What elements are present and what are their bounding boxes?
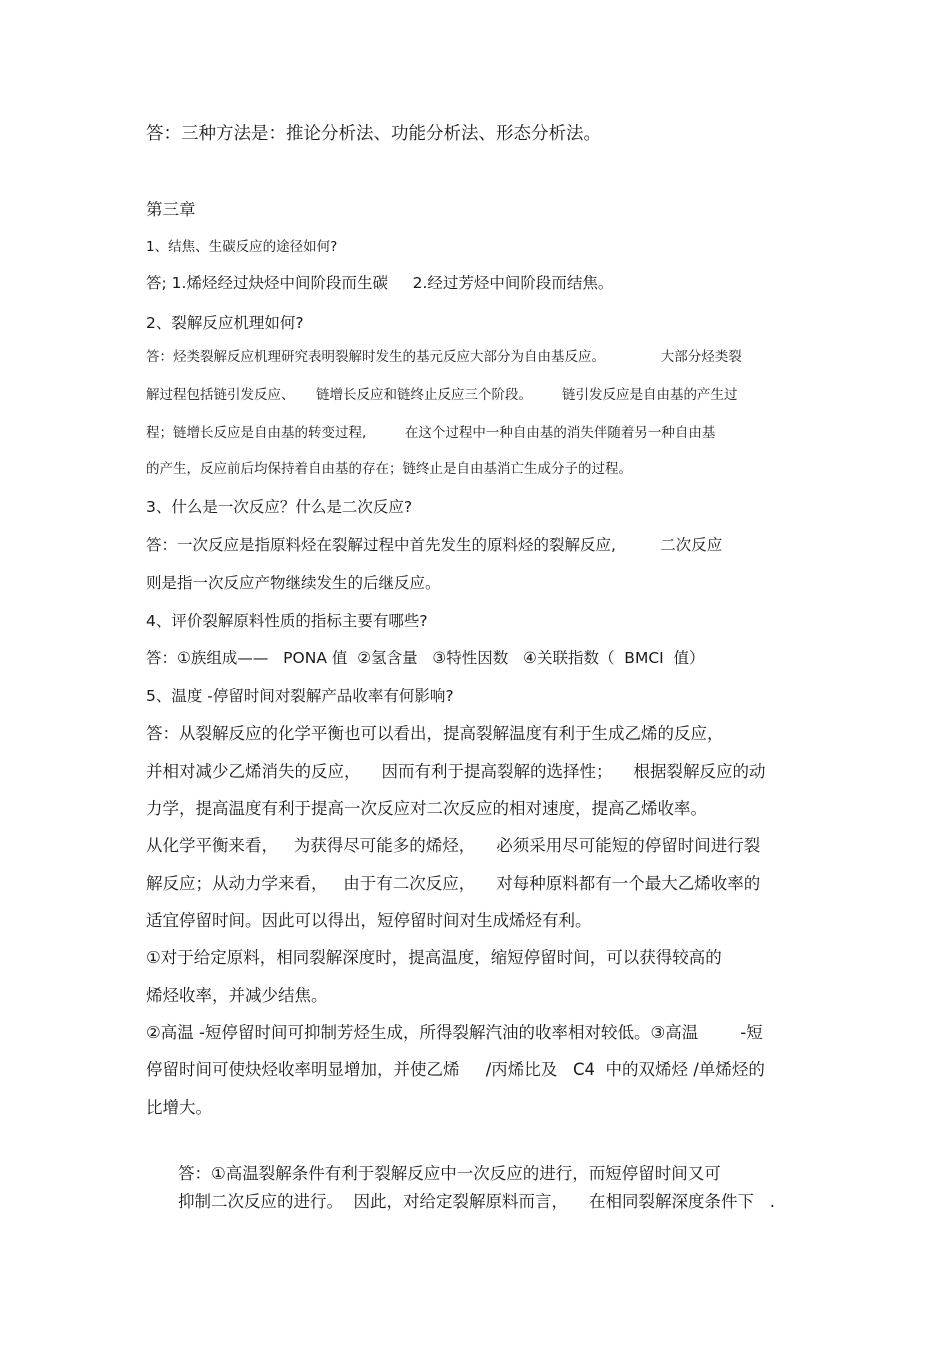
answer-2-line-3: 程；链增长反应是自由基的转变过程, 在这个过程中一种自由基的消失伴随着另一种自由基 bbox=[146, 425, 716, 441]
answer-5-line-9: ②高温 -短停留时间可抑制芳烃生成，所得裂解汽油的收率相对较低。③高温 -短 bbox=[146, 1023, 763, 1042]
chapter-heading: 第三章 bbox=[146, 200, 196, 219]
question-3: 3、什么是一次反应？什么是二次反应? bbox=[146, 498, 413, 516]
answer-5-line-4: 从化学平衡来看， 为获得尽可能多的烯烃， 必须采用尽可能短的停留时间进行裂 bbox=[146, 836, 761, 855]
answer-5-line-8: 烯烃收率，并减少结焦。 bbox=[146, 986, 328, 1005]
answer-6-line-2: 抑制二次反应的进行。 因此，对给定裂解原料而言， 在相同裂解深度条件下 . bbox=[178, 1192, 775, 1211]
answer-6-line-1: 答：①高温裂解条件有利于裂解反应中一次反应的进行，而短停留时间又可 bbox=[178, 1164, 721, 1183]
answer-3-line-2: 则是指一次反应产物继续发生的后继反应。 bbox=[146, 574, 441, 592]
answer-three-methods: 答：三种方法是：推论分析法、功能分析法、形态分析法。 bbox=[146, 124, 601, 144]
answer-3-line-1: 答：一次反应是指原料烃在裂解过程中首先发生的原料烃的裂解反应, 二次反应 bbox=[146, 536, 723, 554]
answer-5-line-10: 停留时间可使炔烃收率明显增加，并使乙烯 /丙烯比及 C4 中的双烯烃 /单烯烃的 bbox=[146, 1060, 765, 1079]
answer-2-line-4: 的产生，反应前后均保持着自由基的存在；链终止是自由基消亡生成分子的过程。 bbox=[146, 461, 632, 477]
answer-5-line-5: 解反应；从动力学来看， 由于有二次反应， 对每种原料都有一个最大乙烯收率的 bbox=[146, 874, 761, 893]
answer-2-line-2: 解过程包括链引发反应、 链增长反应和链终止反应三个阶段。 链引发反应是自由基的产生过 bbox=[146, 387, 738, 403]
answer-2-line-1: 答：烃类裂解反应机理研究表明裂解时发生的基元反应大部分为自由基反应。 大部分烃类裂 bbox=[146, 349, 742, 365]
answer-5-line-2: 并相对减少乙烯消失的反应， 因而有利于提高裂解的选择性； 根据裂解反应的动 bbox=[146, 762, 766, 781]
question-4: 4、评价裂解原料性质的指标主要有哪些? bbox=[146, 612, 428, 630]
answer-5-line-1: 答：从裂解反应的化学平衡也可以看出，提高裂解温度有利于生成乙烯的反应， bbox=[146, 724, 724, 743]
answer-5-line-3: 力学，提高温度有利于提高一次反应对二次反应的相对速度，提高乙烯收率。 bbox=[146, 799, 707, 818]
answer-5-line-7: ①对于给定原料，相同裂解深度时，提高温度，缩短停留时间，可以获得较高的 bbox=[146, 948, 722, 967]
question-5: 5、温度 -停留时间对裂解产品收率有何影响? bbox=[146, 687, 454, 705]
answer-1: 答; 1.烯烃经过炔烃中间阶段而生碳 2.经过芳烃中间阶段而结焦。 bbox=[146, 274, 614, 292]
question-1: 1、结焦、生碳反应的途径如何? bbox=[146, 239, 338, 255]
answer-5-line-11: 比增大。 bbox=[146, 1098, 212, 1117]
answer-5-line-6: 适宜停留时间。因此可以得出，短停留时间对生成烯烃有利。 bbox=[146, 911, 592, 930]
answer-4: 答：①族组成—— PONA 值 ②氢含量 ③特性因数 ④关联指数（ BMCI 值） bbox=[146, 649, 705, 667]
question-2: 2、裂解反应机理如何? bbox=[146, 314, 304, 332]
